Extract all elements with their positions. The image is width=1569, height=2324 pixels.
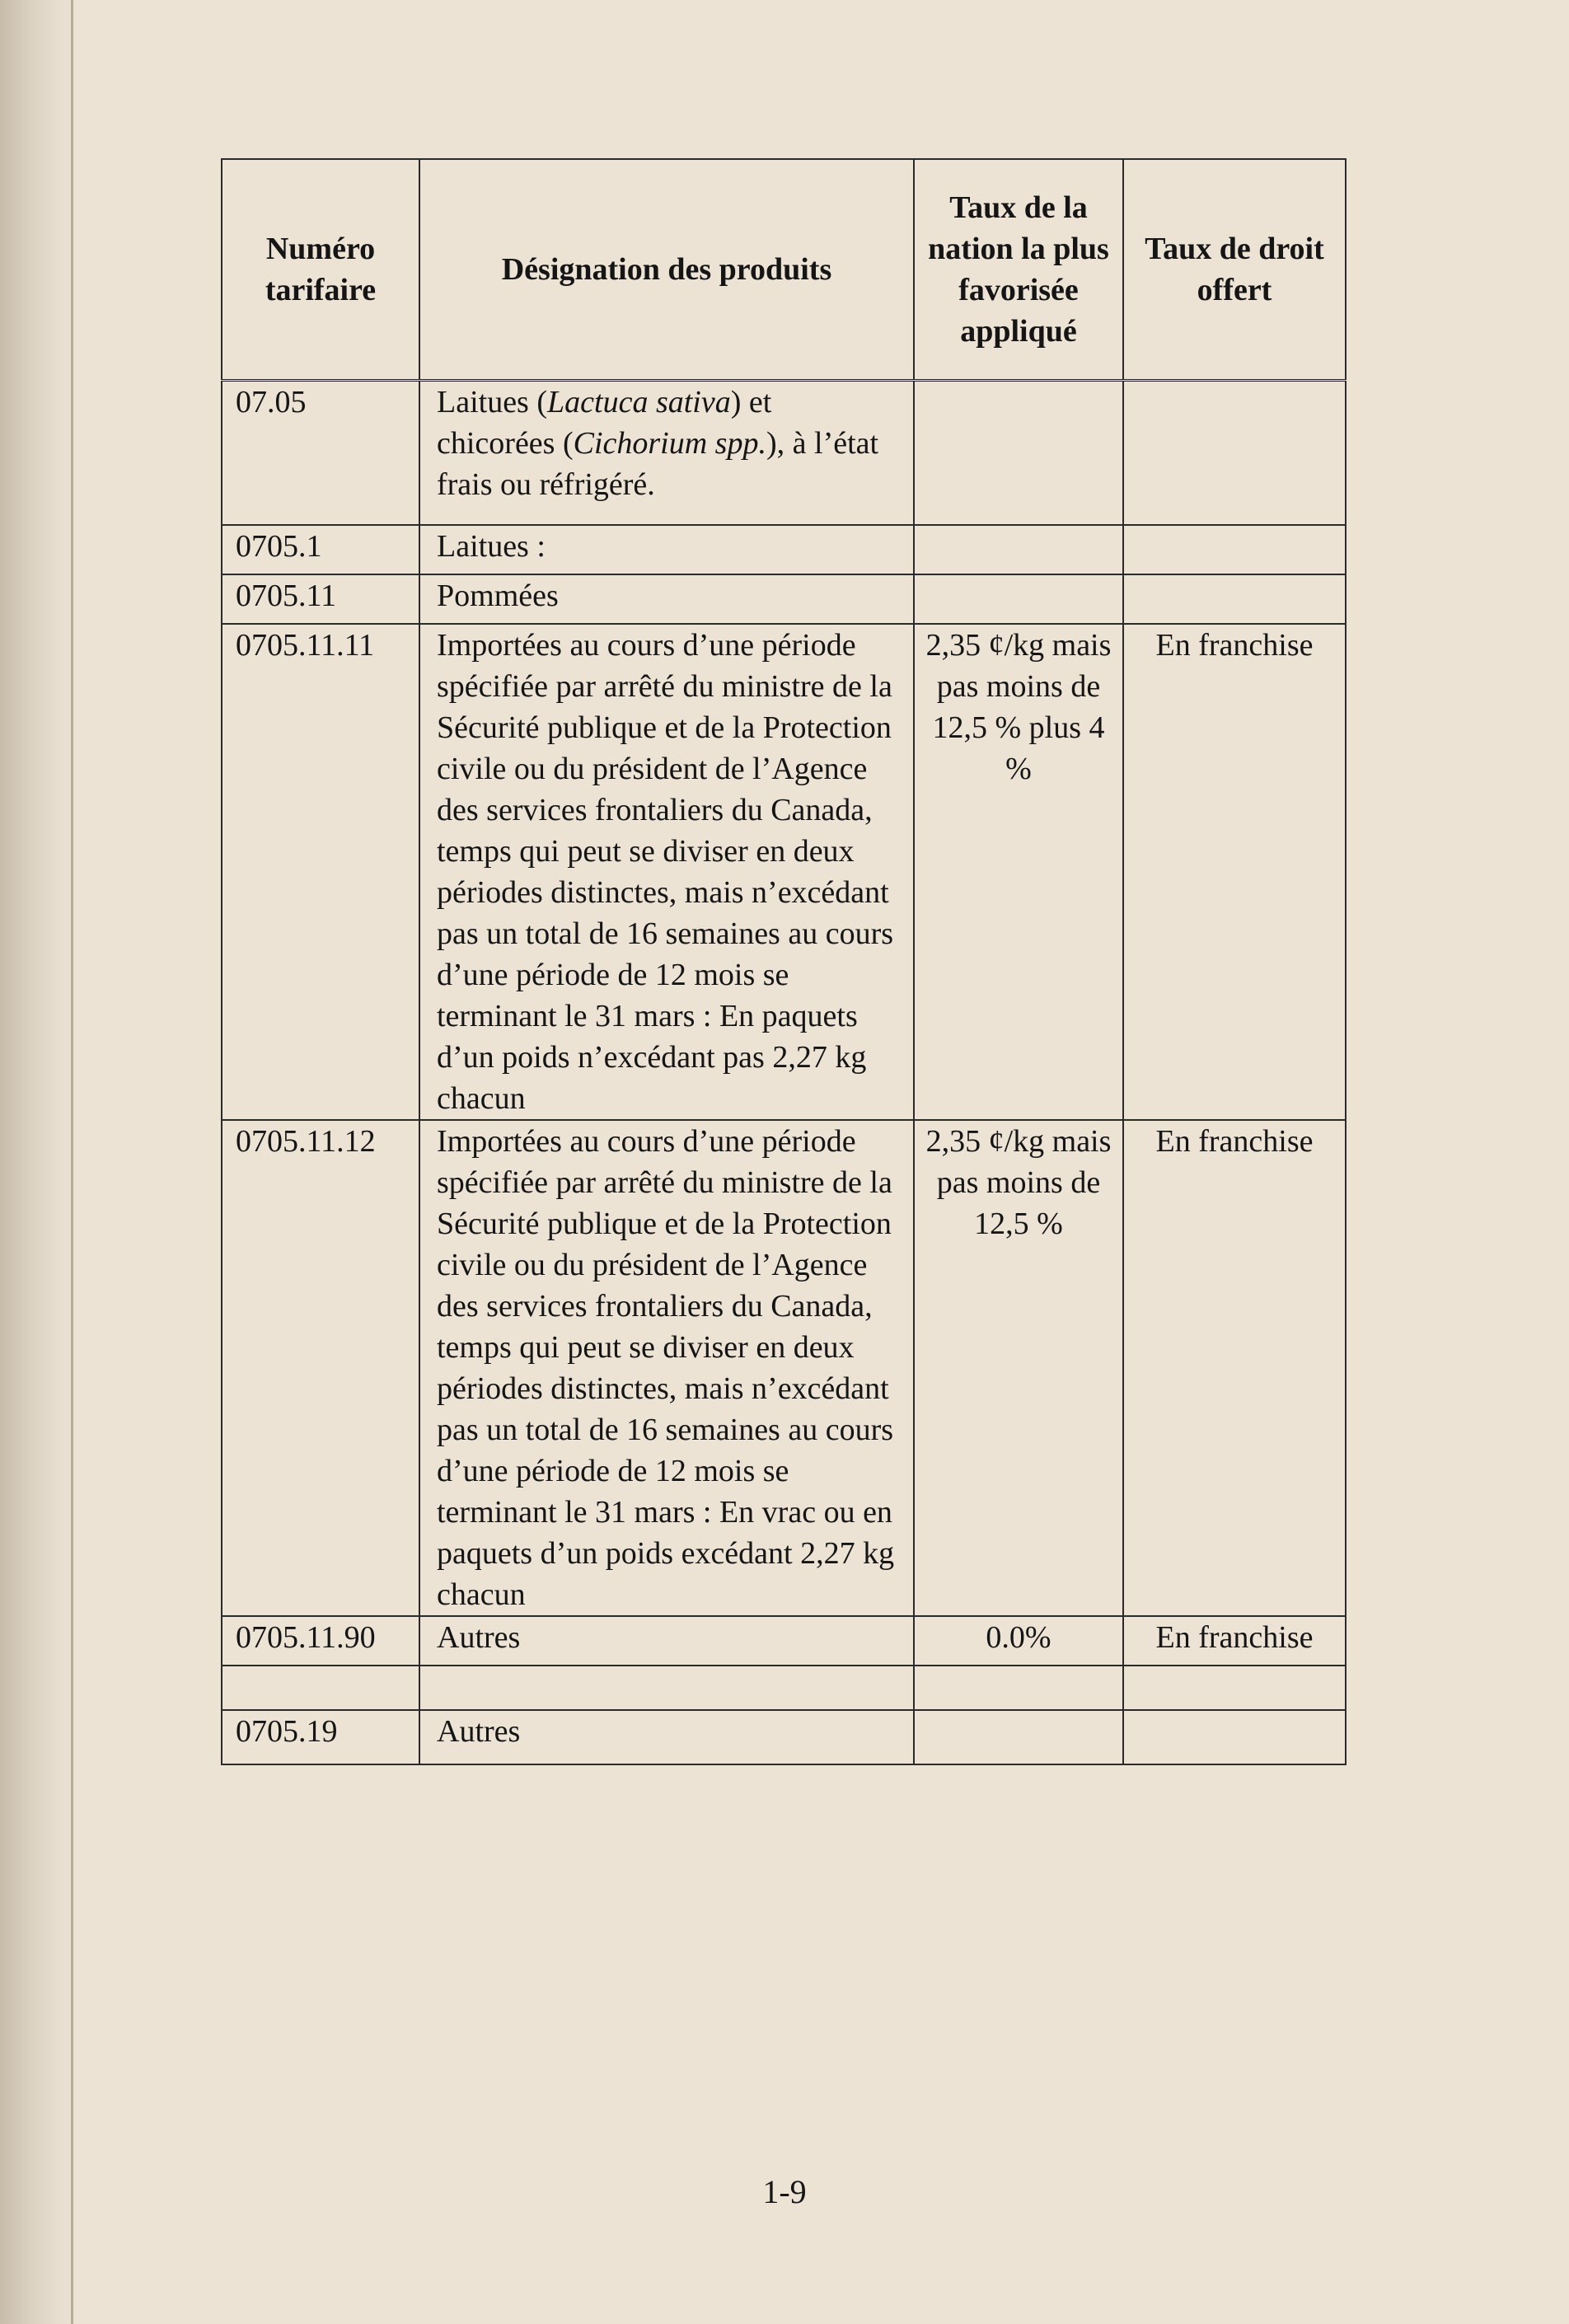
mfn-rate-cell: 2,35 ¢/kg mais pas moins de 12,5 % plus 4 % <box>914 624 1123 1120</box>
description-cell <box>419 380 914 525</box>
mfn-rate-cell <box>914 574 1123 624</box>
mfn-rate-cell <box>914 380 1123 525</box>
description-cell: Laitues : <box>419 525 914 574</box>
desc-latin-name: Lactuca sativa <box>547 384 731 419</box>
table-row <box>222 574 1346 624</box>
table-row <box>222 1616 1346 1666</box>
tariff-code-cell: 0705.11.12 <box>222 1120 419 1616</box>
desc-text: ), à l’état frais ou réfrigéré. <box>437 425 879 502</box>
table-row <box>222 525 1346 574</box>
table-row <box>222 380 1346 525</box>
tariff-code-cell: 0705.11.11 <box>222 624 419 1120</box>
tariff-code-cell: 0705.11.90 <box>222 1616 419 1666</box>
description-cell: Autres <box>419 1616 914 1666</box>
tariff-code-cell: 07.05 <box>222 380 419 525</box>
desc-text: Laitues ( <box>437 384 548 419</box>
description-cell: Importées au cours d’une période spécifiée par arrêté du ministre de la Sécurité publique et de la Protection civile ou du président de l’Agence des services frontaliers du Canada, temps qui peut se diviser en deux périodes distinctes, mais n’excédant pas un total de 16 semaines au cours d’une période de 12 mois se terminant le 31 mars : En paquets d’un poids n’excédant pas 2,27 kg chacun <box>419 624 914 1120</box>
page-binding-shadow <box>0 0 76 2324</box>
table-header-row <box>222 159 1346 380</box>
tariff-table <box>221 158 1347 1765</box>
table-row <box>222 1710 1346 1764</box>
header-mfn-rate: Taux de la nation la plus favorisée appliqué <box>914 159 1123 380</box>
mfn-rate-cell <box>914 1710 1123 1764</box>
offered-rate-cell <box>1123 380 1346 525</box>
header-product-designation: Désignation des produits <box>419 159 914 380</box>
header-tariff-number: Numéro tarifaire <box>222 159 419 380</box>
description-cell: Autres <box>419 1710 914 1764</box>
description-cell: Importées au cours d’une période spécifiée par arrêté du ministre de la Sécurité publique et de la Protection civile ou du président de l’Agence des services frontaliers du Canada, temps qui peut se diviser en deux périodes distinctes, mais n’excédant pas un total de 16 semaines au cours d’une période de 12 mois se terminant le 31 mars : En vrac ou en paquets d’un poids excédant 2,27 kg chacun <box>419 1120 914 1616</box>
desc-latin-name: Cichorium spp. <box>573 425 766 461</box>
mfn-rate-cell: 0.0% <box>914 1616 1123 1666</box>
offered-rate-cell <box>1123 1666 1346 1710</box>
description-cell <box>419 1666 914 1710</box>
mfn-rate-cell <box>914 525 1123 574</box>
page-number: 1-9 <box>762 2173 807 2210</box>
header-offered-rate: Taux de droit offert <box>1123 159 1346 380</box>
offered-rate-cell <box>1123 525 1346 574</box>
offered-rate-cell: En franchise <box>1123 624 1346 1120</box>
description-cell: Pommées <box>419 574 914 624</box>
tariff-table-container <box>221 158 1345 1765</box>
tariff-code-cell: 0705.1 <box>222 525 419 574</box>
tariff-code-cell <box>222 1666 419 1710</box>
offered-rate-cell: En franchise <box>1123 1120 1346 1616</box>
offered-rate-cell: En franchise <box>1123 1616 1346 1666</box>
table-row <box>222 1120 1346 1616</box>
offered-rate-cell <box>1123 574 1346 624</box>
table-row <box>222 624 1346 1120</box>
tariff-code-cell: 0705.19 <box>222 1710 419 1764</box>
offered-rate-cell <box>1123 1710 1346 1764</box>
mfn-rate-cell: 2,35 ¢/kg mais pas moins de 12,5 % <box>914 1120 1123 1616</box>
mfn-rate-cell <box>914 1666 1123 1710</box>
table-row-empty <box>222 1666 1346 1710</box>
desc-text: ) et chicorées ( <box>437 384 772 461</box>
tariff-code-cell: 0705.11 <box>222 574 419 624</box>
page-binding-line <box>71 0 73 2324</box>
